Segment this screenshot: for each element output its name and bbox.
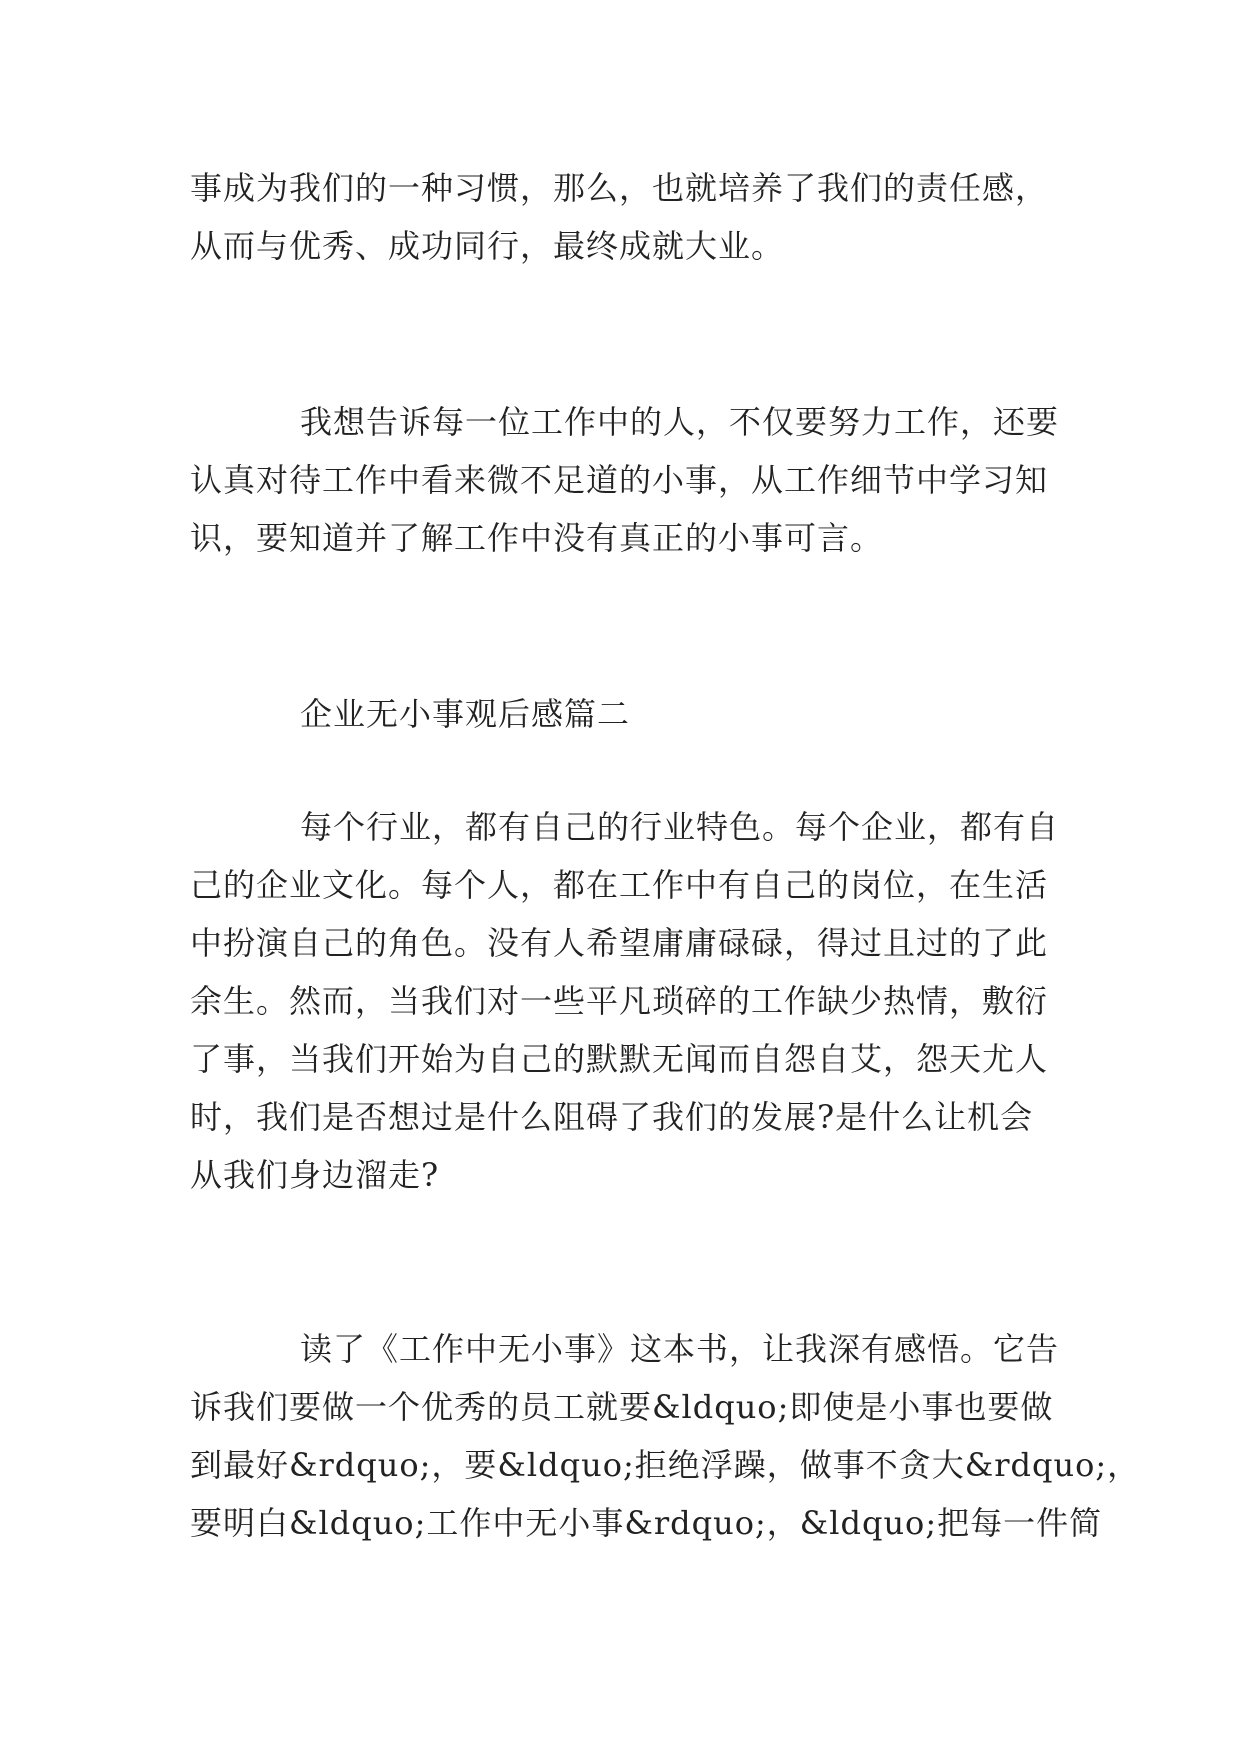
section-heading <box>190 685 1060 743</box>
paragraph-continuation <box>190 159 1060 275</box>
text-line: 了事，当我们开始为自己的默默无闻而自怨自艾，怨天尤人 <box>190 1040 1049 1078</box>
text-line: 要明白&ldquo;工作中无小事&rdquo;，&ldquo;把每一件简 <box>190 1504 1103 1542</box>
text-line: 从我们身边溜走? <box>190 1156 440 1194</box>
text-line: 到最好&rdquo;，要&ldquo;拒绝浮躁，做事不贪大&rdquo;， <box>190 1446 1141 1484</box>
text-line: 时，我们是否想过是什么阻碍了我们的发展?是什么让机会 <box>190 1098 1034 1136</box>
text-line: 余生。然而，当我们对一些平凡琐碎的工作缺少热情，敷衍 <box>190 982 1049 1020</box>
paragraph <box>190 1320 1141 1552</box>
text-line: 认真对待工作中看来微不足道的小事，从工作细节中学习知 <box>190 461 1049 499</box>
paragraph <box>190 393 1060 567</box>
text-line: 诉我们要做一个优秀的员工就要&ldquo;即使是小事也要做 <box>190 1388 1054 1426</box>
heading-text: 企业无小事观后感篇二 <box>300 695 631 733</box>
text-line: 中扮演自己的角色。没有人希望庸庸碌碌，得过且过的了此 <box>190 924 1049 962</box>
text-line: 己的企业文化。每个人，都在工作中有自己的岗位，在生活 <box>190 866 1049 904</box>
paragraph <box>190 798 1060 1204</box>
text-line: 从而与优秀、成功同行，最终成就大业。 <box>190 227 785 265</box>
text-line: 每个行业，都有自己的行业特色。每个企业，都有自 <box>300 808 1060 846</box>
text-line: 识，要知道并了解工作中没有真正的小事可言。 <box>190 519 884 557</box>
text-line: 我想告诉每一位工作中的人，不仅要努力工作，还要 <box>300 403 1060 441</box>
text-line: 读了《工作中无小事》这本书，让我深有感悟。它告 <box>300 1330 1060 1368</box>
text-line: 事成为我们的一种习惯，那么，也就培养了我们的责任感， <box>190 169 1049 207</box>
